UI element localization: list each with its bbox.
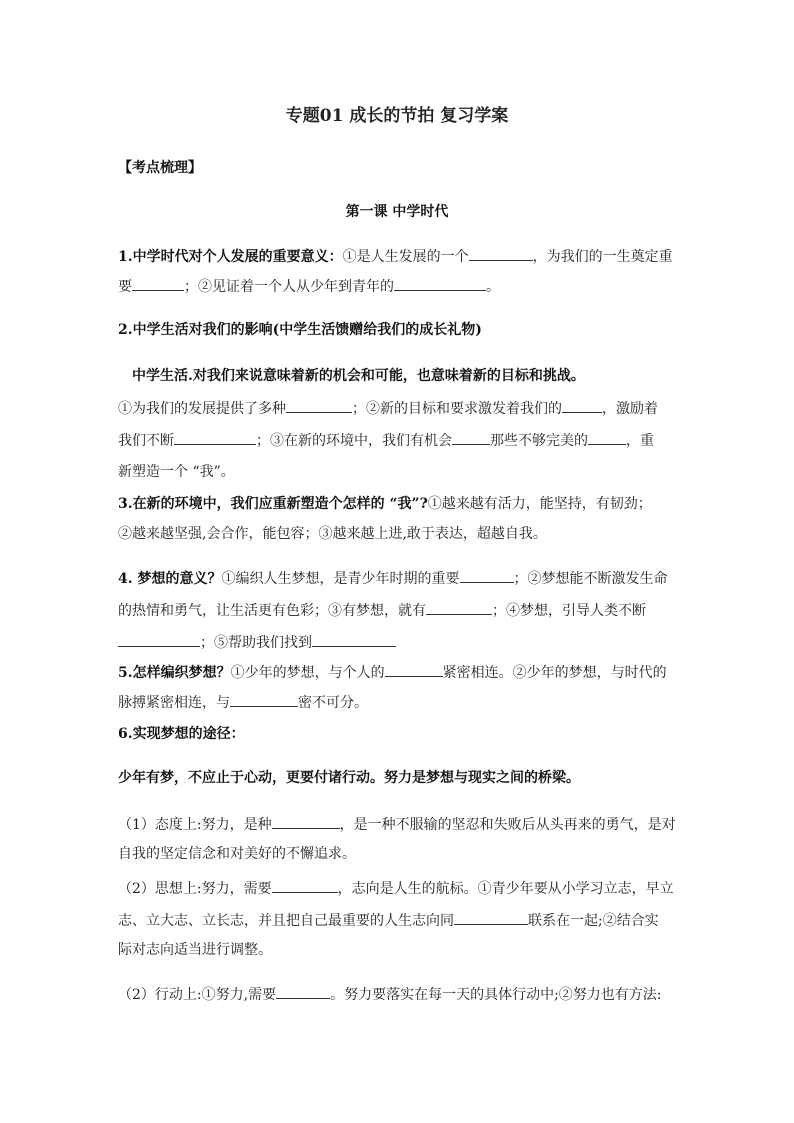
q4-text-e: ；⑤帮助我们找到 [200,635,312,651]
fill-blank [286,398,352,413]
q5-text-d: 密不可分。 [298,695,368,711]
q3-label: 3.在新的环境中，我们应重新塑造个怎样的 “我”? [118,496,428,512]
q3-line1 [118,494,652,514]
q6-p3-line1 [118,984,662,1005]
q1-line1 [118,246,673,267]
q1-label: 1.中学时代对个人发展的重要意义： [118,249,343,265]
q2-line3: 新塑造一个 “我”。 [118,464,235,480]
fill-blank [276,984,330,999]
q2-line2 [118,430,654,451]
q2-text-c: ，激励着 [602,401,658,417]
q4-text-b: ；②梦想能不断激发生命 [513,571,668,587]
q4-text-a: ①编织人生梦想，是青少年时期的重要 [221,571,460,587]
q6-p2-text-a: （2）思想上:努力，需要 [118,881,272,897]
fill-blank [562,398,602,413]
q4-label: 4. 梦想的意义？ [118,571,222,587]
fill-blank [312,632,396,647]
q3-line2: ②越来越坚强,会合作，能包容；③越来越上进,敢于表达，超越自我。 [118,526,547,542]
q2-text-b: ；②新的目标和要求激发着我们的 [352,401,562,417]
q6-p2-text-d: 联系在一起;②结合实 [528,913,659,929]
q5-line2 [118,692,368,713]
q2-text-a: ①为我们的发展提供了多种 [118,401,286,417]
fill-blank [385,662,443,677]
q6-p1-line1 [118,814,676,835]
fill-blank [174,430,256,445]
q5-line1 [118,662,667,683]
q6-p2-line3: 际对志向适当进行调整。 [118,942,272,958]
q1-text-b: ，为我们的一生奠定重 [532,249,673,265]
q4-text-c: 的热情和勇气，让生活更有色彩；③有梦想，就有 [118,603,426,619]
q6-label: 6.实现梦想的途径： [118,726,245,742]
fill-blank [132,276,184,291]
q1-text-e: 。 [486,279,500,295]
q4-line3 [118,632,396,653]
q2-text-e: ；③在新的环境中，我们有机会 [256,433,452,449]
document-title: 专题01 成长的节拍 复习学案 [285,106,509,126]
q2-line1 [118,398,658,419]
q2-text-d: 我们不断 [118,433,174,449]
fill-blank [426,600,492,615]
q6-p3-text-a: （2）行动上:①努力,需要 [118,987,277,1003]
q6-p1-text-a: （1）态度上:努力，是种 [118,817,272,833]
fill-blank [272,814,340,829]
fill-blank [394,276,486,291]
fill-blank [230,692,298,707]
q5-text-c: 脉搏紧密相连，与 [118,695,230,711]
q4-text-d: ；④梦想，引导人类不断 [492,603,646,619]
q4-line2 [118,600,646,621]
section-heading: 【考点梳理】 [118,160,202,176]
q6-lead: 少年有梦，不应止于心动，更要付诸行动。努力是梦想与现实之间的桥梁。 [118,770,580,786]
q6-p1-text-b: ，是一种不服输的坚忍和失败后从头再来的勇气，是对 [339,817,676,833]
fill-blank [118,632,200,647]
fill-blank [469,246,533,261]
q6-p2-text-c: 志、立大志、立长志，并且把自己最重要的人生志向同 [118,913,454,929]
q2-label: 2.中学生活对我们的影响(中学生活馈赠给我们的成长礼物) [118,322,482,338]
q5-text-a: ①少年的梦想，与个人的 [230,665,385,681]
q6-p3-text-b: 。努力要落实在每一天的具体行动中;②努力也有方法: [330,987,662,1003]
q2-intro: 中学生活.对我们来说意味着新的机会和可能，也意味着新的目标和挑战。 [132,368,585,384]
fill-blank [272,878,338,893]
fill-blank [452,430,490,445]
fill-blank [460,568,514,583]
lesson-heading: 第一课 中学时代 [345,204,449,220]
q5-text-b: 紧密相连。②少年的梦想，与时代的 [442,665,667,681]
fill-blank [454,910,528,925]
q2-text-f: 那些不够完美的 [490,433,588,449]
q5-label: 5.怎样编织梦想？ [118,665,231,681]
fill-blank [588,430,626,445]
q1-text-d: ；②见证着一个人从少年到青年的 [184,279,394,295]
q1-line2 [118,276,500,297]
q3-text-a: ①越来越有活力，能坚持，有韧劲； [427,496,652,512]
q6-p1-line2: 自我的坚定信念和对美好的不懈追求。 [118,846,356,862]
q4-line1 [118,568,668,589]
q6-p2-line2 [118,910,659,931]
q1-text-c: 要 [118,279,132,295]
q1-text-a: ①是人生发展的一个 [342,249,469,265]
q6-p2-text-b: ，志向是人生的航标。①青少年要从小学习立志，早立 [337,881,674,897]
q2-text-g: ，重 [626,433,654,449]
q6-p2-line1 [118,878,674,899]
